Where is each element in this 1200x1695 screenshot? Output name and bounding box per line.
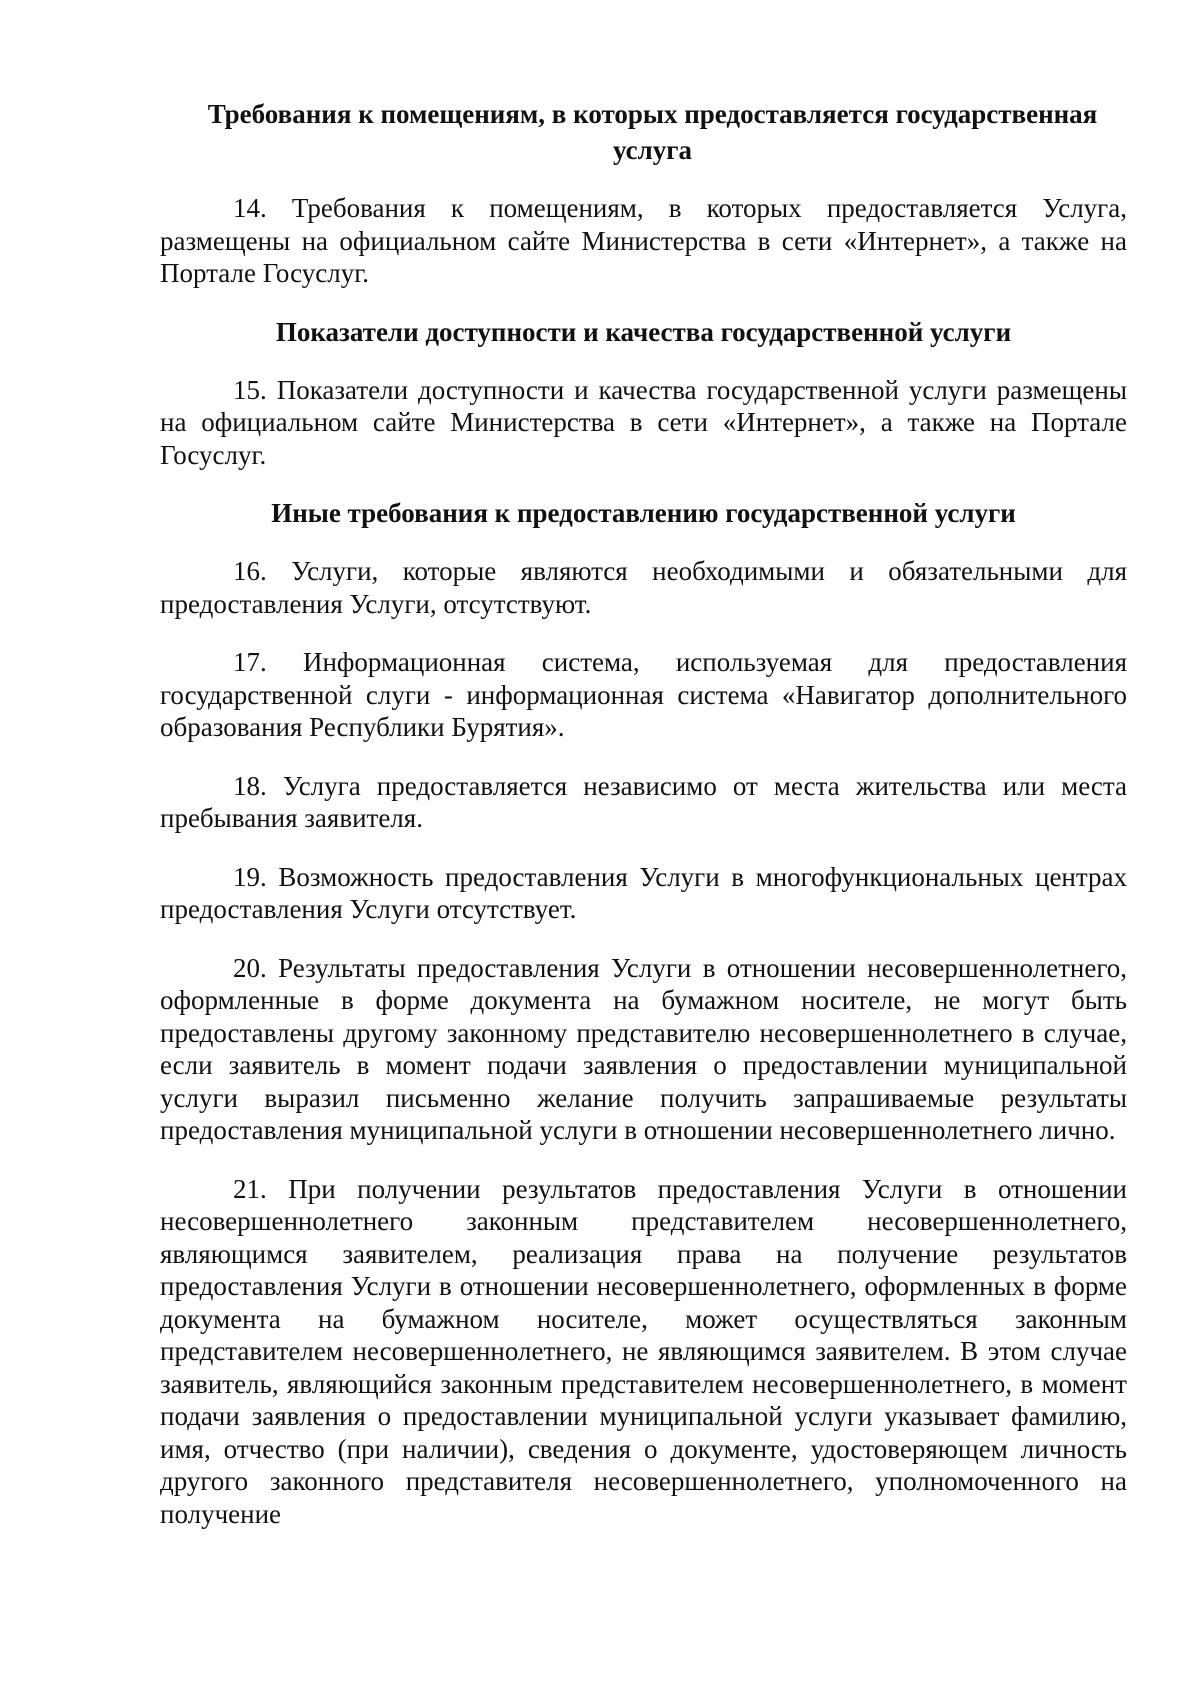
paragraph-19: 19. Возможность предоставления Услуги в многофункциональных центрах предоставления Услуги отсутствует. [160, 861, 1127, 924]
paragraph-18: 18. Услуга предоставляется независимо от места жительства или места пребывания заявителя. [160, 770, 1127, 833]
paragraph-21: 21. При получении результатов предоставления Услуги в отношении несовершеннолетнего законным представителем несовершеннолетнего, являющимся заявителем, реализация права на получение результатов предоставления Услуги в отношении несовершеннолетнего, оформленных в форме документа на бумажном носителе, может осуществляться законным представителем несовершеннолетнего, не являющимся заявителем. В этом случае заявитель, являющийся законным представителем несовершеннолетнего, в момент подачи заявления о предоставлении муниципальной услуги указывает фамилию, имя, отчество (при наличии), сведения о документе, удостоверяющем личность другого законного представителя несовершеннолетнего, уполномоченного на получение [160, 1173, 1127, 1529]
paragraph-20: 20. Результаты предоставления Услуги в отношении несовершеннолетнего, оформленные в форме документа на бумажном носителе, не могут быть предоставлены другому законному представителю несовершеннолетнего в случае, если заявитель в момент подачи заявления о предоставлении муниципальной услуги выразил письменно желание получить запрашиваемые результаты предоставления муниципальной услуги в отношении несовершеннолетнего лично. [160, 952, 1127, 1145]
paragraph-15: 15. Показатели доступности и качества государственной услуги размещены на официальном сайте Министерства в сети «Интернет», а также на Портале Госуслуг. [160, 374, 1127, 470]
section-heading-premises: Требования к помещениям, в которых предоставляется государственная услуга [207, 99, 1098, 165]
document-page [160, 96, 1127, 1530]
section-heading-other-requirements: Иные требования к предоставлению государственной услуги [271, 498, 1016, 528]
paragraph-17: 17. Информационная система, используемая для предоставления государственной слуги - информационная система «Навигатор дополнительного образования Республики Бурятия». [160, 647, 1127, 742]
paragraph-14: 14. Требования к помещениям, в которых предоставляется Услуга, размещены на официальном сайте Министерства в сети «Интернет», а также на Портале Госуслуг. [160, 193, 1127, 288]
paragraph-16: 16. Услуги, которые являются необходимыми и обязательными для предоставления Услуги, отсутствуют. [160, 556, 1127, 619]
section-heading-accessibility: Показатели доступности и качества государственной услуги [275, 316, 1012, 347]
